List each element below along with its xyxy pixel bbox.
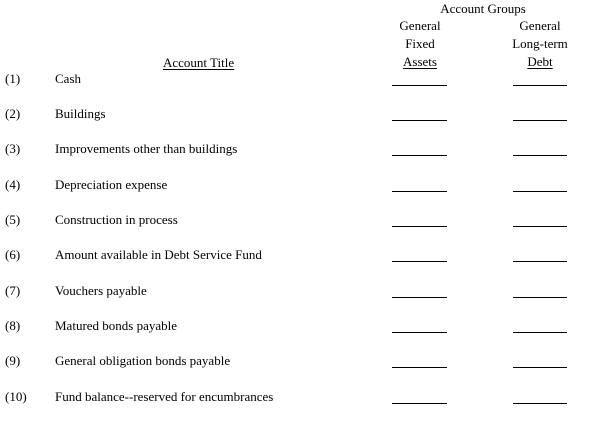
general-long-term-debt-blank[interactable] <box>513 155 567 156</box>
account-title-heading: Account Title <box>163 55 235 70</box>
general-fixed-assets-blank[interactable] <box>392 120 447 121</box>
general-long-term-debt-blank[interactable] <box>513 297 567 298</box>
row-title: Cash <box>55 71 81 86</box>
row-number: (10) <box>5 389 27 404</box>
row-number: (9) <box>5 353 21 368</box>
row-title: Depreciation expense <box>55 177 168 192</box>
row-title: Vouchers payable <box>55 283 147 298</box>
general-long-term-debt-blank[interactable] <box>513 85 567 86</box>
row-number: (3) <box>5 141 21 156</box>
row-title: Buildings <box>55 106 106 121</box>
account-groups-heading: Account Groups <box>440 1 526 16</box>
col1-heading-line3: Assets <box>403 54 437 69</box>
row-title: General obligation bonds payable <box>55 353 231 368</box>
general-fixed-assets-blank[interactable] <box>392 403 447 404</box>
row-title: Fund balance--reserved for encumbrances <box>55 389 274 404</box>
row-number: (2) <box>5 106 21 121</box>
row-title: Matured bonds payable <box>55 318 178 333</box>
general-fixed-assets-blank[interactable] <box>392 261 447 262</box>
row-title: Improvements other than buildings <box>55 141 238 156</box>
col2-heading-line2: Long-term <box>512 36 568 51</box>
col1-heading-line2: Fixed <box>405 36 435 51</box>
general-long-term-debt-blank[interactable] <box>513 367 567 368</box>
general-long-term-debt-blank[interactable] <box>513 332 567 333</box>
general-fixed-assets-blank[interactable] <box>392 297 447 298</box>
col2-heading-line3: Debt <box>527 54 553 69</box>
col2-heading-line1: General <box>519 18 561 33</box>
general-fixed-assets-blank[interactable] <box>392 191 447 192</box>
general-fixed-assets-blank[interactable] <box>392 226 447 227</box>
row-number: (8) <box>5 318 21 333</box>
row-number: (6) <box>5 247 21 262</box>
row-number: (1) <box>5 71 21 86</box>
row-number: (5) <box>5 212 21 227</box>
general-long-term-debt-blank[interactable] <box>513 261 567 262</box>
col1-heading-line1: General <box>399 18 441 33</box>
general-long-term-debt-blank[interactable] <box>513 403 567 404</box>
general-long-term-debt-blank[interactable] <box>513 226 567 227</box>
general-fixed-assets-blank[interactable] <box>392 155 447 156</box>
row-title: Construction in process <box>55 212 178 227</box>
row-title: Amount available in Debt Service Fund <box>55 247 262 262</box>
general-long-term-debt-blank[interactable] <box>513 120 567 121</box>
row-number: (4) <box>5 177 21 192</box>
general-fixed-assets-blank[interactable] <box>392 367 447 368</box>
general-fixed-assets-blank[interactable] <box>392 85 447 86</box>
general-fixed-assets-blank[interactable] <box>392 332 447 333</box>
row-number: (7) <box>5 283 21 298</box>
general-long-term-debt-blank[interactable] <box>513 191 567 192</box>
